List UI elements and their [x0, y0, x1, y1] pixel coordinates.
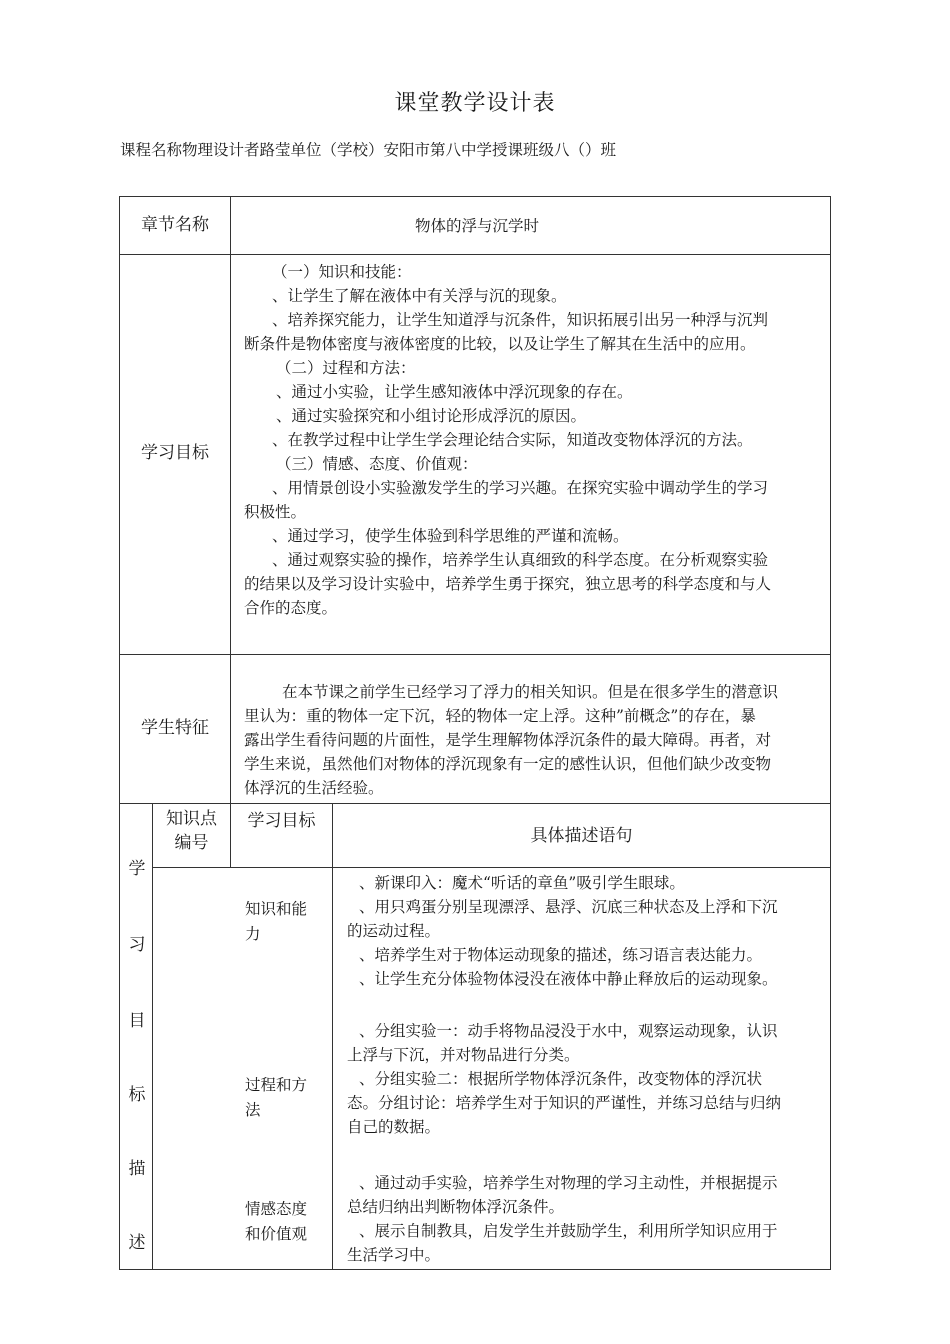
course-info-line: 课程名称物理设计者路莹单位（学校）安阳市第八中学授课班级八（）班: [120, 141, 617, 159]
header-description: 具体描述语句: [530, 826, 633, 846]
document-title: 课堂教学设计表: [394, 91, 556, 116]
objectives-content: [244, 260, 834, 620]
desc-line: 、分组实验二：根据所学物体浮沉条件，改变物体的浮沉状: [359, 1070, 763, 1088]
objectives-line: 、让学生了解在液体中有关浮与沉的现象。: [272, 287, 567, 305]
goal-knowledge-ability: [245, 897, 330, 947]
side-label-char: 习: [128, 935, 146, 955]
goal-line: 力: [245, 925, 261, 943]
objectives-line: 、通过学习，使学生体验到科学思维的严谨和流畅。: [272, 527, 629, 545]
desc-line: 的运动过程。: [347, 922, 441, 940]
objectives-line: 、通过观察实验的操作，培养学生认真细致的科学态度。在分析观察实验: [272, 551, 769, 569]
header-kp-line: 编号: [174, 833, 209, 853]
desc-line: 、通过动手实验，培养学生对物理的学习主动性，并根据提示: [359, 1174, 778, 1192]
objectives-line: （二）过程和方法：: [276, 359, 416, 377]
side-label-char: 标: [128, 1085, 146, 1105]
goal-line: 和价值观: [245, 1225, 308, 1243]
students-content: [244, 680, 834, 800]
desc-line: 、新课印入：魔术“听话的章鱼”吸引学生眼球。: [359, 874, 685, 892]
desc-line: 、让学生充分体验物体浸没在液体中静止释放后的运动现象。: [359, 970, 778, 988]
desc-line: 、用只鸡蛋分别呈现漂浮、悬浮、沉底三种状态及上浮和下沉: [359, 898, 778, 916]
objectives-label: 学习目标: [141, 443, 209, 464]
objectives-line: 、在教学过程中让学生学会理论结合实际，知道改变物体浮沉的方法。: [272, 431, 753, 449]
desc-line: 上浮与下沉，并对物品进行分类。: [347, 1046, 580, 1064]
desc-line: 态。分组讨论：培养学生对于知识的严谨性，并练习总结与归纳: [347, 1094, 782, 1112]
goal-line: 法: [245, 1101, 261, 1119]
side-label-char: 述: [128, 1233, 146, 1253]
chapter-value: 物体的浮与沉学时: [415, 217, 540, 235]
column-divider: [230, 197, 231, 804]
column-divider: [332, 804, 333, 1269]
goal-line: 情感态度: [245, 1200, 308, 1218]
objectives-line: 的结果以及学习设计实验中，培养学生勇于探究，独立思考的科学态度和与人: [244, 575, 772, 593]
lesson-design-table: [119, 196, 831, 1270]
header-goal: 学习目标: [247, 811, 316, 831]
header-kp-line: 知识点: [166, 809, 217, 829]
desc-line: 总结归纳出判断物体浮沉条件。: [347, 1198, 565, 1216]
goal-attitude-values: [245, 1197, 330, 1247]
side-label-char: 描: [128, 1159, 146, 1179]
side-label-char: 学: [128, 859, 146, 879]
desc-line: 、培养学生对于物体运动现象的描述，练习语言表达能力。: [359, 946, 763, 964]
desc-line: 生活学习中。: [347, 1246, 441, 1264]
goal-process-method: [245, 1073, 330, 1123]
objectives-line: 积极性。: [244, 503, 307, 521]
desc-line: 自己的数据。: [347, 1118, 441, 1136]
column-divider: [152, 804, 153, 1269]
objectives-line: （三）情感、态度、价值观：: [276, 455, 478, 473]
header-knowledge-point: [153, 807, 230, 855]
desc-line: 、分组实验一：动手将物品浸没于水中，观察运动现象，认识: [359, 1022, 778, 1040]
objectives-line: 合作的态度。: [244, 599, 338, 617]
row-divider: [152, 867, 830, 868]
objectives-line: 、通过小实验，让学生感知液体中浮沉现象的存在。: [276, 383, 633, 401]
objectives-line: 断条件是物体密度与液体密度的比较，以及让学生了解其在生活中的应用。: [244, 335, 756, 353]
side-label-char: 目: [128, 1011, 146, 1031]
goal-line: 过程和方: [245, 1076, 308, 1094]
desc-attitude-values: [347, 1171, 837, 1267]
students-line: 体浮沉的生活经验。: [244, 779, 384, 797]
students-label: 学生特征: [141, 717, 209, 738]
chapter-label: 章节名称: [141, 214, 209, 235]
desc-process-method: [347, 1019, 837, 1139]
students-line: 里认为：重的物体一定下沉，轻的物体一定上浮。这种”前概念”的存在，暴: [244, 707, 756, 725]
students-line: 露出学生看待问题的片面性，是学生理解物体浮沉条件的最大障碍。再者，对: [244, 731, 772, 749]
desc-knowledge-ability: [347, 871, 837, 991]
students-line: 在本节课之前学生已经学习了浮力的相关知识。但是在很多学生的潜意识: [282, 683, 779, 701]
objectives-line: （一）知识和技能：: [272, 263, 412, 281]
objectives-line: 、培养探究能力，让学生知道浮与沉条件，知识拓展引出另一种浮与沉判: [272, 311, 769, 329]
desc-line: 、展示自制教具，启发学生并鼓励学生，利用所学知识应用于: [359, 1222, 778, 1240]
objectives-line: 、通过实验探究和小组讨论形成浮沉的原因。: [276, 407, 587, 425]
objectives-line: 、用情景创设小实验激发学生的学习兴趣。在探究实验中调动学生的学习: [272, 479, 769, 497]
students-line: 学生来说，虽然他们对物体的浮沉现象有一定的感性认识，但他们缺少改变物: [244, 755, 772, 773]
row-divider: [120, 803, 830, 804]
goal-line: 知识和能: [245, 900, 308, 918]
